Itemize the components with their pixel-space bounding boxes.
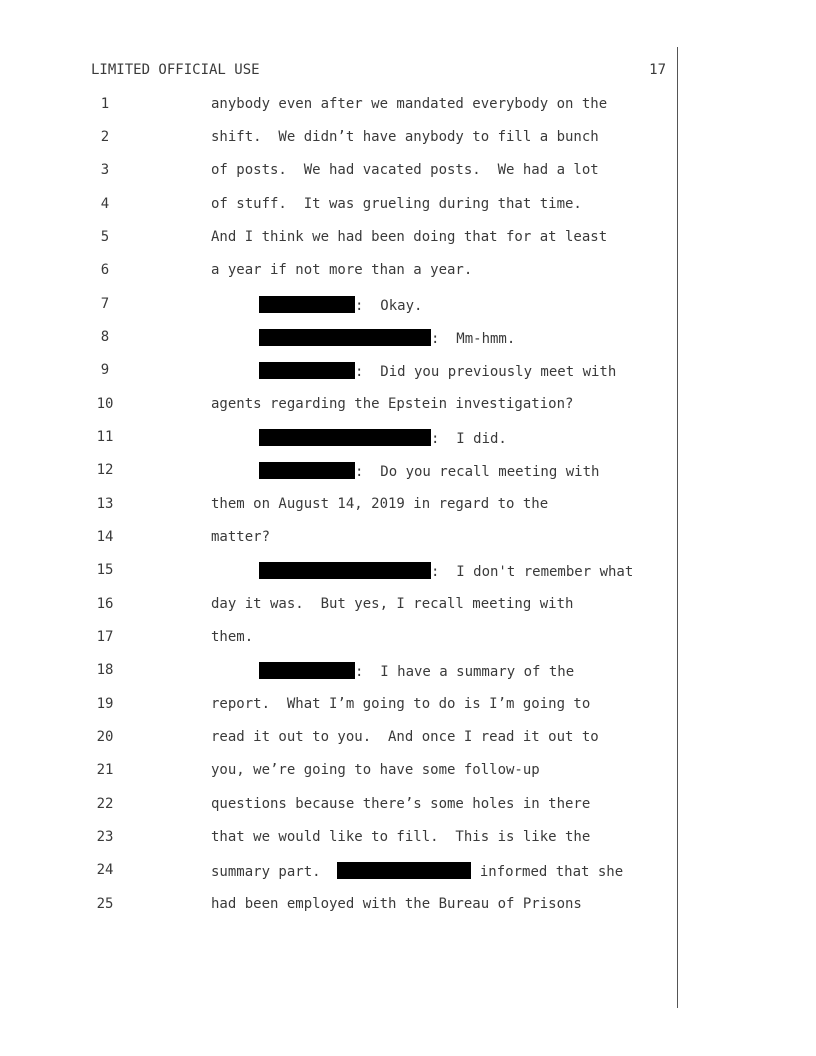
line-number: 16 (96, 596, 114, 612)
redaction-box (337, 862, 471, 879)
line-number: 17 (96, 629, 114, 645)
line-text: of stuff. It was grueling during that time. (211, 196, 582, 212)
line-text: you, we’re going to have some follow-up (211, 762, 540, 778)
line-text: a year if not more than a year. (211, 262, 473, 278)
transcript-line (0, 162, 816, 182)
line-text: had been employed with the Bureau of Prisons (211, 896, 582, 912)
line-text: : Did you previously meet with (355, 364, 617, 380)
transcript-line (0, 629, 816, 649)
transcript-line (0, 596, 816, 616)
redaction-box (259, 296, 355, 313)
speaker-line (259, 462, 599, 480)
redaction-box (259, 429, 431, 446)
speaker-line (259, 296, 422, 314)
line-number: 13 (96, 496, 114, 512)
line-number: 5 (100, 229, 110, 245)
line-number: 20 (96, 729, 114, 745)
line-number: 24 (96, 862, 114, 878)
line-number: 11 (96, 429, 114, 445)
line-text (211, 862, 623, 880)
transcript-line (0, 396, 816, 416)
line-number: 9 (100, 362, 110, 378)
page-number: 17 (649, 62, 666, 78)
line-text: day it was. But yes, I recall meeting with (211, 596, 574, 612)
line-text: shift. We didn’t have anybody to fill a bunch (211, 129, 599, 145)
line-number: 23 (96, 829, 114, 845)
transcript-line (0, 262, 816, 282)
line-number: 18 (96, 662, 114, 678)
transcript-line (0, 462, 816, 482)
transcript-line (0, 296, 816, 316)
line-number: 25 (96, 896, 114, 912)
transcript-line (0, 362, 816, 382)
line-text-before: summary part. (211, 864, 338, 880)
line-number: 3 (100, 162, 110, 178)
transcript-line (0, 829, 816, 849)
line-number: 22 (96, 796, 114, 812)
line-number: 6 (100, 262, 110, 278)
transcript-line (0, 729, 816, 749)
line-text: them on August 14, 2019 in regard to the (211, 496, 549, 512)
line-text: matter? (211, 529, 271, 545)
speaker-line (259, 562, 633, 580)
redaction-box (259, 562, 431, 579)
line-text: questions because there’s some holes in there (211, 796, 591, 812)
transcript-line (0, 796, 816, 816)
line-number: 4 (100, 196, 110, 212)
transcript-line (0, 762, 816, 782)
transcript-line (0, 496, 816, 516)
transcript-line (0, 229, 816, 249)
line-text: read it out to you. And once I read it out to (211, 729, 599, 745)
line-text: And I think we had been doing that for at least (211, 229, 608, 245)
transcript-line (0, 662, 816, 682)
speaker-line (259, 329, 515, 347)
line-number: 10 (96, 396, 114, 412)
line-text: of posts. We had vacated posts. We had a lot (211, 162, 599, 178)
transcript-line (0, 429, 816, 449)
transcript-line (0, 129, 816, 149)
line-number: 12 (96, 462, 114, 478)
line-text: : Do you recall meeting with (355, 464, 600, 480)
line-text-after: informed that she (471, 864, 624, 880)
redaction-box (259, 662, 355, 679)
redaction-box (259, 329, 431, 346)
redaction-box (259, 462, 355, 479)
line-text: agents regarding the Epstein investigation? (211, 396, 574, 412)
line-number: 15 (96, 562, 114, 578)
speaker-line (259, 362, 616, 380)
speaker-line (259, 662, 574, 680)
speaker-line (259, 429, 507, 447)
transcript-line (0, 329, 816, 349)
line-number: 14 (96, 529, 114, 545)
line-text: report. What I’m going to do is I’m going to (211, 696, 591, 712)
line-text: : I did. (431, 431, 507, 447)
transcript-line (0, 529, 816, 549)
transcript-line (0, 896, 816, 916)
line-text: : Mm-hmm. (431, 331, 516, 347)
line-text: : Okay. (355, 298, 423, 314)
line-number: 1 (100, 96, 110, 112)
transcript-line (0, 696, 816, 716)
line-text: anybody even after we mandated everybody on the (211, 96, 608, 112)
line-number: 21 (96, 762, 114, 778)
line-text: them. (211, 629, 254, 645)
line-text: : I don't remember what (431, 564, 634, 580)
line-text: that we would like to fill. This is like the (211, 829, 591, 845)
transcript-line (0, 862, 816, 882)
line-number: 7 (100, 296, 110, 312)
transcript-line (0, 196, 816, 216)
line-number: 19 (96, 696, 114, 712)
transcript-line (0, 96, 816, 116)
line-text: : I have a summary of the (355, 664, 575, 680)
line-number: 2 (100, 129, 110, 145)
line-number: 8 (100, 329, 110, 345)
classification-header: LIMITED OFFICIAL USE (91, 62, 260, 78)
transcript-line (0, 562, 816, 582)
redaction-box (259, 362, 355, 379)
